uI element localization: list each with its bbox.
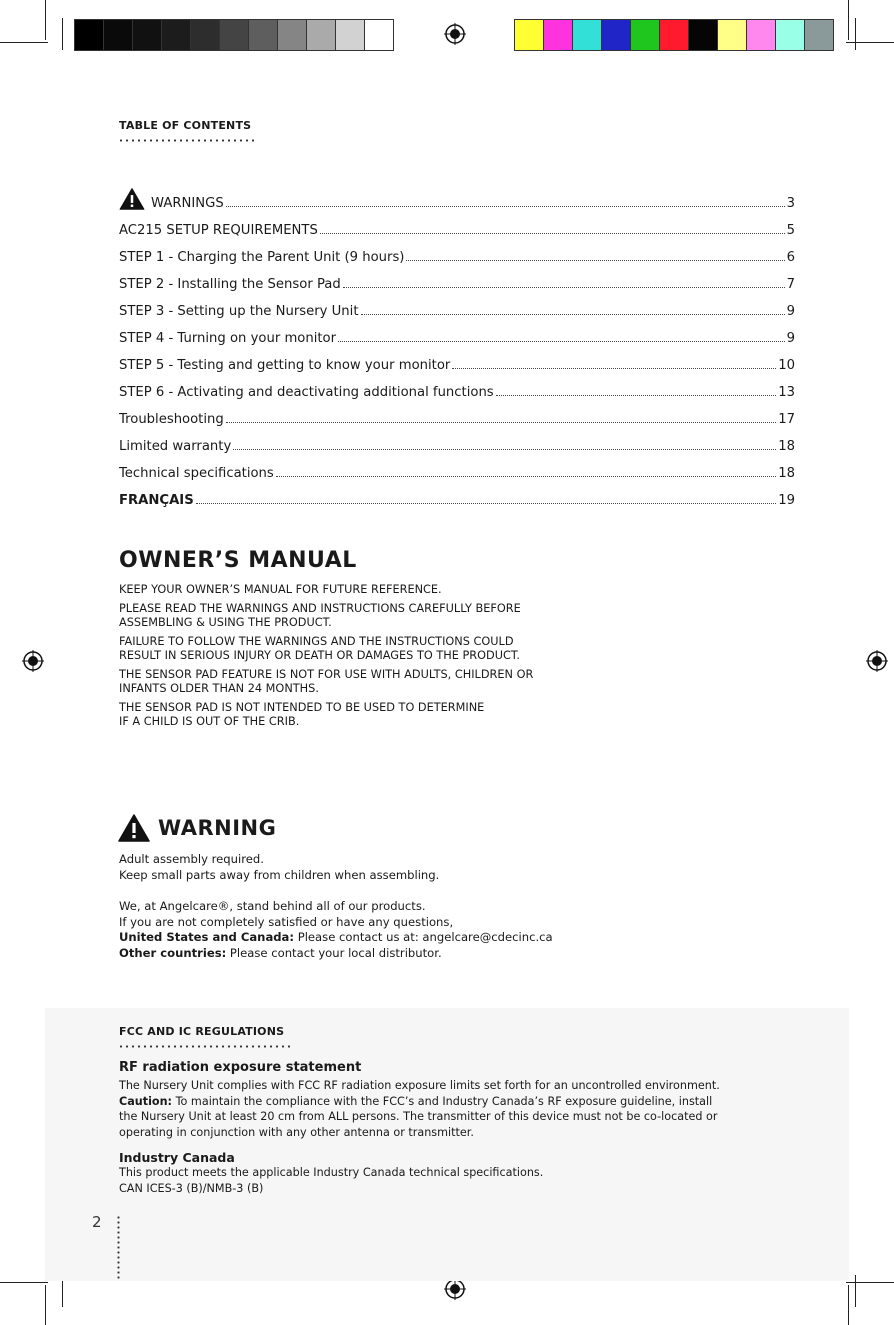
gray-swatch <box>191 20 220 50</box>
contact-other-label: Other countries: <box>119 945 227 960</box>
warning-body <box>119 852 739 961</box>
manual-notice <box>119 583 679 597</box>
table-of-contents <box>119 184 795 508</box>
color-swatch <box>515 20 544 50</box>
rf-title: RF radiation exposure statement <box>119 1060 362 1075</box>
toc-leader-dots <box>233 449 776 450</box>
industry-canada-title: Industry Canada <box>119 1150 235 1165</box>
ic-line: This product meets the applicable Industry Canada technical specifications. <box>119 1166 544 1179</box>
toc-page-number: 6 <box>786 250 795 265</box>
manual-notice <box>119 602 679 630</box>
toc-entry-text: STEP 6 - Activating and deactivating additional functions <box>119 385 494 400</box>
manual-notice <box>119 635 679 663</box>
toc-page-number: 13 <box>778 385 795 400</box>
toc-leader-dots <box>276 476 776 477</box>
toc-page-number: 5 <box>786 223 795 238</box>
toc-entry-title <box>119 304 359 319</box>
manual-notice <box>119 701 679 729</box>
color-swatch <box>660 20 689 50</box>
toc-page-number: 17 <box>778 412 795 427</box>
toc-entry <box>119 319 795 346</box>
caution-text: To maintain the compliance with the FCC’s and Industry Canada’s RF exposure guideline, install <box>172 1094 713 1108</box>
toc-entry-title <box>119 250 404 265</box>
manual-notice-line: IF A CHILD IS OUT OF THE CRIB. <box>119 715 300 728</box>
warning-icon <box>119 188 145 210</box>
color-swatch <box>631 20 660 50</box>
toc-entry-text: AC215 SETUP REQUIREMENTS <box>119 223 318 238</box>
color-swatch <box>747 20 776 50</box>
warning-line: Adult assembly required. <box>119 852 264 866</box>
toc-page-number: 19 <box>778 493 795 508</box>
toc-leader-dots <box>361 314 785 315</box>
toc-leader-dots <box>226 422 776 423</box>
registration-mark-icon <box>444 1278 466 1300</box>
warning-line: Keep small parts away from children when assembling. <box>119 867 440 882</box>
color-swatch <box>689 20 718 50</box>
toc-entry <box>119 400 795 427</box>
fcc-heading: FCC AND IC REGULATIONS <box>119 1025 285 1038</box>
toc-entry-title <box>119 358 450 373</box>
toc-leader-dots <box>496 395 777 396</box>
ic-line: CAN ICES-3 (B)/NMB-3 (B) <box>119 1181 264 1195</box>
warning-line: If you are not completely satisfied or have any questions, <box>119 914 454 929</box>
gray-swatch <box>365 20 393 50</box>
gray-swatch <box>104 20 133 50</box>
toc-entry-title <box>119 188 224 211</box>
toc-entry-title <box>119 439 231 454</box>
color-swatch <box>718 20 747 50</box>
color-swatch <box>544 20 573 50</box>
toc-entry-title <box>119 385 494 400</box>
caution-label: Caution: <box>119 1094 173 1108</box>
grayscale-calibration-bar <box>74 19 394 51</box>
toc-heading-divider <box>118 139 258 142</box>
manual-notice-line: RESULT IN SERIOUS INJURY OR DEATH OR DAMAGES TO THE PRODUCT. <box>119 649 521 662</box>
page-number: 2 <box>92 1213 102 1231</box>
warning-line: We, at Angelcare®, stand behind all of our products. <box>119 899 426 913</box>
toc-entry <box>119 481 795 508</box>
manual-notices <box>119 583 679 734</box>
toc-leader-dots <box>226 206 785 207</box>
toc-entry-title <box>119 412 224 427</box>
manual-notice-line: PLEASE READ THE WARNINGS AND INSTRUCTIONS CAREFULLY BEFORE <box>119 602 521 615</box>
toc-leader-dots <box>406 260 784 261</box>
fcc-heading-divider <box>118 1045 294 1048</box>
gray-swatch <box>278 20 307 50</box>
toc-entry-title <box>119 223 318 238</box>
rf-line: The Nursery Unit complies with FCC RF radiation exposure limits set forth for an uncontrolled environment. <box>119 1079 720 1092</box>
contact-us-canada <box>119 930 739 946</box>
toc-page-number: 18 <box>778 466 795 481</box>
toc-entry <box>119 373 795 400</box>
contact-us-label: United States and Canada: <box>119 930 295 944</box>
gray-swatch <box>249 20 278 50</box>
toc-entry-text: WARNINGS <box>151 196 224 211</box>
toc-page-number: 7 <box>786 277 795 292</box>
manual-notice-line: ASSEMBLING & USING THE PRODUCT. <box>119 616 332 629</box>
toc-page-number: 9 <box>786 304 795 319</box>
warning-header <box>118 814 276 842</box>
contact-other-text: Please contact your local distributor. <box>226 945 442 960</box>
warning-title: WARNING <box>158 816 277 840</box>
toc-page-number: 10 <box>778 358 795 373</box>
toc-entry-text: STEP 4 - Turning on your monitor <box>119 331 337 346</box>
toc-entry <box>119 265 795 292</box>
toc-heading: TABLE OF CONTENTS <box>119 119 252 132</box>
toc-entry <box>119 292 795 319</box>
manual-notice-line: THE SENSOR PAD FEATURE IS NOT FOR USE WITH ADULTS, CHILDREN OR <box>119 668 534 681</box>
toc-entry-title <box>119 277 341 292</box>
toc-entry-text: Troubleshooting <box>119 412 224 427</box>
toc-leader-dots <box>343 287 785 288</box>
color-swatch <box>602 20 631 50</box>
gray-swatch <box>75 20 104 50</box>
toc-leader-dots <box>196 503 777 504</box>
toc-entry-text: Limited warranty <box>119 439 232 454</box>
gray-swatch <box>336 20 365 50</box>
gray-swatch <box>133 20 162 50</box>
manual-notice-line: INFANTS OLDER THAN 24 MONTHS. <box>119 682 319 695</box>
manual-notice-line: FAILURE TO FOLLOW THE WARNINGS AND THE INSTRUCTIONS COULD <box>119 635 514 648</box>
toc-entry <box>119 454 795 481</box>
color-swatch <box>573 20 602 50</box>
contact-us-text: Please contact us at: angelcare@cdecinc.ca <box>294 930 553 944</box>
toc-page-number: 3 <box>786 196 795 211</box>
toc-entry-text: STEP 3 - Setting up the Nursery Unit <box>119 304 359 319</box>
toc-entry <box>119 184 795 211</box>
toc-entry-text: FRANÇAIS <box>119 493 194 508</box>
toc-entry-title <box>119 493 194 508</box>
manual-notice-line: KEEP YOUR OWNER’S MANUAL FOR FUTURE REFERENCE. <box>119 583 442 596</box>
warning-icon <box>118 814 150 842</box>
page-number-divider <box>117 1215 120 1280</box>
toc-entry <box>119 346 795 373</box>
toc-entry-text: STEP 5 - Testing and getting to know your monitor <box>119 358 451 373</box>
toc-page-number: 9 <box>786 331 795 346</box>
registration-mark-icon <box>866 650 888 672</box>
toc-entry <box>119 238 795 265</box>
toc-page-number: 18 <box>778 439 795 454</box>
fcc-body <box>119 1060 809 1196</box>
caution-line <box>119 1094 809 1110</box>
rf-line: the Nursery Unit at least 20 cm from ALL persons. The transmitter of this device must not be co-located or <box>119 1110 718 1123</box>
gray-swatch <box>162 20 191 50</box>
registration-mark-icon <box>444 23 466 45</box>
toc-entry-text: Technical specifications <box>119 466 274 481</box>
color-swatch <box>776 20 805 50</box>
toc-entry-text: STEP 1 - Charging the Parent Unit (9 hours) <box>119 250 405 265</box>
manual-notice-line: THE SENSOR PAD IS NOT INTENDED TO BE USED TO DETERMINE <box>119 701 485 714</box>
toc-entry-title <box>119 331 336 346</box>
registration-mark-icon <box>22 650 44 672</box>
rf-line: operating in conjunction with any other antenna or transmitter. <box>119 1125 474 1139</box>
toc-entry-text: STEP 2 - Installing the Sensor Pad <box>119 277 341 292</box>
gray-swatch <box>307 20 336 50</box>
color-calibration-bar <box>514 19 834 51</box>
toc-leader-dots <box>338 341 785 342</box>
gray-swatch <box>220 20 249 50</box>
color-swatch <box>805 20 833 50</box>
owners-manual-title: OWNER’S MANUAL <box>119 548 357 573</box>
contact-other-countries <box>119 946 739 962</box>
manual-notice <box>119 668 679 696</box>
toc-entry <box>119 427 795 454</box>
toc-leader-dots <box>320 233 785 234</box>
toc-entry-title <box>119 466 274 481</box>
toc-entry <box>119 211 795 238</box>
toc-leader-dots <box>452 368 776 369</box>
